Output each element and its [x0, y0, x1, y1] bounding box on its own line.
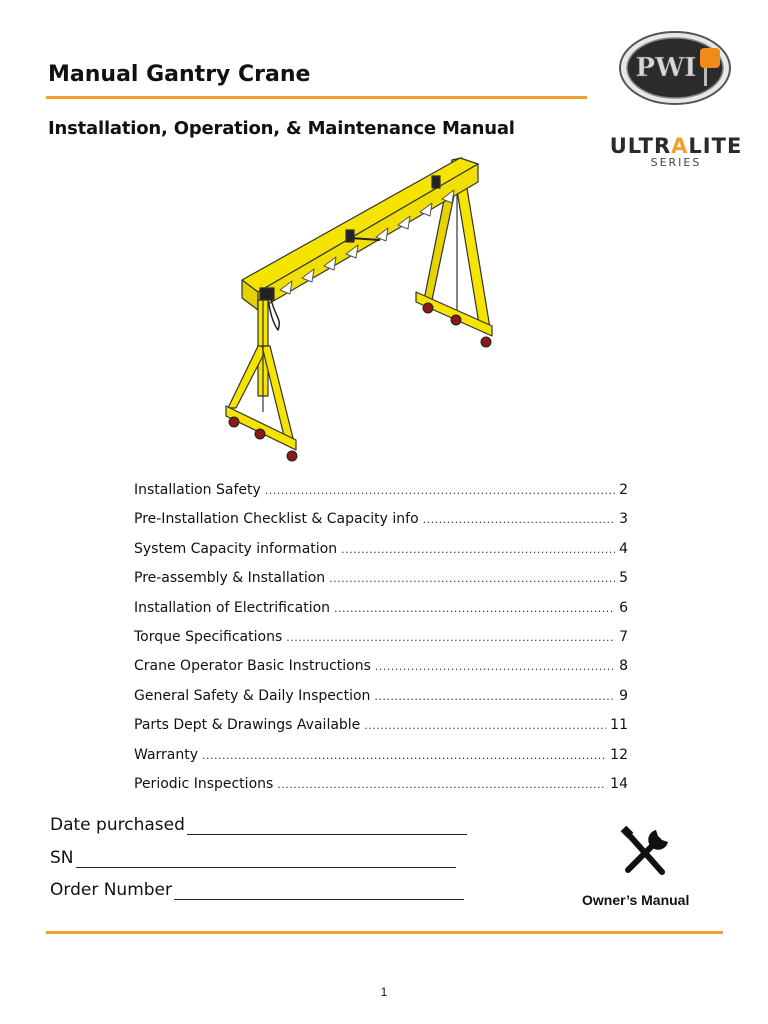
- toc-leader: [277, 778, 606, 791]
- document-title: Manual Gantry Crane: [48, 62, 311, 87]
- series-word-post: LITE: [688, 134, 743, 158]
- toc-page: 12: [610, 746, 628, 763]
- owners-manual-label: Owner’s Manual: [582, 892, 690, 908]
- sn-field[interactable]: [50, 848, 456, 868]
- toc-leader: [334, 602, 615, 615]
- toc-label: Crane Operator Basic Instructions: [134, 658, 371, 675]
- toc-page: 9: [619, 687, 628, 704]
- order-number-label: Order Number: [50, 880, 173, 900]
- title-rule: [46, 96, 587, 99]
- toc-label: Installation of Electrification: [134, 599, 331, 616]
- document-subtitle: Installation, Operation, & Maintenance Manual: [48, 118, 515, 139]
- table-of-contents: [134, 482, 628, 805]
- toc-label: Pre-Installation Checklist & Capacity info: [134, 511, 419, 528]
- toc-leader: [364, 719, 606, 732]
- toc-page: 2: [619, 482, 628, 498]
- toc-leader: [341, 543, 615, 556]
- order-number-field[interactable]: [50, 880, 464, 900]
- pwi-logo: [618, 30, 732, 111]
- toc-row[interactable]: [134, 482, 628, 511]
- date-purchased-label: Date purchased: [50, 815, 185, 835]
- toc-label: Parts Dept & Drawings Available: [134, 717, 361, 734]
- toc-row[interactable]: [134, 776, 628, 805]
- series-word-pre: ULTR: [609, 134, 672, 158]
- toc-row[interactable]: [134, 747, 628, 776]
- date-purchased-field[interactable]: [50, 815, 467, 835]
- toc-page: 5: [619, 570, 628, 587]
- toc-page: 7: [619, 628, 628, 645]
- series-subtitle: SERIES: [650, 156, 702, 169]
- toc-row[interactable]: [134, 600, 628, 629]
- toc-page: 8: [619, 658, 628, 675]
- gantry-crane-illustration: [220, 150, 500, 475]
- date-purchased-line[interactable]: [187, 818, 467, 835]
- toc-label: Warranty: [134, 746, 199, 763]
- toc-row[interactable]: [134, 629, 628, 658]
- ultralite-series-badge: [600, 134, 752, 169]
- toc-page: 11: [610, 717, 628, 734]
- toc-row[interactable]: [134, 688, 628, 717]
- toc-page: 4: [619, 540, 628, 557]
- toc-leader: [423, 513, 615, 526]
- toc-label: General Safety & Daily Inspection: [134, 687, 371, 704]
- toc-page: 6: [619, 599, 628, 616]
- toc-page: 3: [619, 511, 628, 528]
- logo-text: PWI: [635, 53, 697, 83]
- toc-label: Torque Specifications: [134, 628, 283, 645]
- toc-row[interactable]: [134, 658, 628, 687]
- toc-leader: [286, 631, 615, 644]
- toc-row[interactable]: [134, 717, 628, 746]
- toc-label: Pre-assembly & Installation: [134, 570, 326, 587]
- toc-label: System Capacity information: [134, 540, 338, 557]
- toc-row[interactable]: [134, 541, 628, 570]
- toc-leader: [202, 749, 606, 762]
- toc-row[interactable]: [134, 511, 628, 540]
- toc-label: Installation Safety: [134, 482, 261, 498]
- toc-label: Periodic Inspections: [134, 775, 274, 792]
- wrench-screwdriver-icon: [618, 826, 672, 885]
- toc-leader: [265, 484, 615, 497]
- toc-leader: [375, 660, 615, 673]
- toc-leader: [374, 690, 615, 703]
- series-word-a: A: [671, 134, 689, 158]
- toc-row[interactable]: [134, 570, 628, 599]
- sn-line[interactable]: [76, 851, 456, 868]
- sn-label: SN: [50, 848, 74, 868]
- toc-page: 14: [610, 775, 628, 792]
- page-number: 1: [380, 985, 388, 999]
- bottom-rule: [46, 931, 723, 934]
- order-number-line[interactable]: [174, 883, 464, 900]
- toc-leader: [329, 572, 615, 585]
